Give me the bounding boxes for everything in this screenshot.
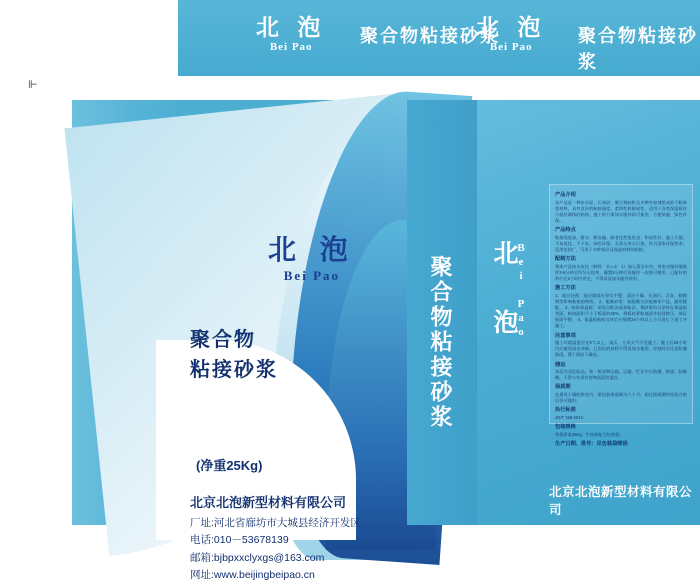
info-heading: 保质期: [555, 384, 571, 391]
info-heading: 执行标准: [555, 407, 576, 414]
info-body: 粘接强度高，耐水、耐冻融、耐老化性能优良；和易性好，施工方便，不易流挂、不下坠；绿色环保，无毒无害无污染，符合国家环保要求；适用范围广，可用于多种基层及保温材料的粘接。: [555, 234, 687, 253]
back-panel-logo-cn: 北 泡: [490, 240, 518, 342]
back-panel: [477, 100, 700, 525]
ruler-mark: ⊩: [28, 79, 39, 91]
info-body: 本品为非危险品，按一般货物运输。运输、贮存中应防潮、防雨、防曝晒，不得与有毒有害物质混装混存。: [555, 369, 687, 381]
flap-logo-left: [256, 16, 326, 53]
second-side-panel: [407, 100, 477, 525]
company-website: 网址:www.beijingbeipao.cn: [190, 568, 315, 581]
front-panel-net-weight: (净重25Kg): [196, 458, 263, 473]
info-body: JG/T 158-2013: [555, 415, 583, 421]
info-body: 本产品是一种由水泥、石英砂、聚合物胶粉及多种外加剂组成的干粉砂浆材料，具有良好的粘接强度、柔韧性和耐候性，适用于各类保温板材与基层墙体的粘接。施工时只需加水搅拌即可使用，方便快捷，绿色环保。: [555, 199, 687, 224]
flap-logo-cn-left: 北 泡: [256, 14, 327, 40]
info-heading: 包装规格: [555, 424, 576, 431]
front-panel-logo: [268, 236, 356, 282]
info-heading: 配制方法: [555, 256, 576, 263]
info-body: 将本产品按水灰比（粉料：水＝4：1）加入清洁水中，用电动搅拌器搅拌3-5分钟至均匀无结块，静置5分钟后再搅拌一次即可使用。已配好的料应在2小时内用完，不得再次加水搅拌使用。: [555, 263, 687, 282]
front-panel-contact-block: [190, 515, 361, 584]
product-title-line-2: 粘接砂浆: [190, 359, 278, 381]
front-panel-logo-cn: 北 泡: [268, 234, 356, 265]
flap-logo-cn-right: 北 泡: [476, 14, 547, 40]
flap-logo-en-right: Bei Pao: [489, 41, 533, 53]
info-heading: 注意事项: [555, 332, 576, 339]
front-panel: [176, 100, 407, 581]
info-body: 在通风干燥的库房内，原包装保质期为六个月。超过保质期经检验合格后仍可使用。: [555, 392, 687, 404]
second-side-panel-product-title: 聚合物粘接砂浆: [428, 255, 453, 430]
flap-title-right: 聚合物粘接砂浆: [578, 26, 698, 72]
flap-logo-en-left: Bei Pao: [269, 41, 313, 53]
back-panel-logo: [491, 240, 516, 346]
company-email: 邮箱:bjbpxxclyxgs@163.com: [190, 551, 325, 564]
info-heading: 施工方法: [555, 285, 576, 292]
front-panel-company-name: 北京北泡新型材料有限公司: [190, 495, 347, 510]
company-address: 厂址:河北省廊坊市大城县经济开发区: [190, 517, 361, 529]
info-body: 1、基层处理：基层墙面应坚实平整、清洁干燥，无油污、浮灰、脱模剂等影响粘接的物质。 2、配制砂浆：按配制方法配制本产品，随用随配。 3、粘贴保温板：采用点框法或条粘法，将砂浆均匀涂抹在保温板背面，粘接面积不小于板面的40%，将板材紧贴墙面并轻揉挤压，保证板面平整。 4、保温板粘贴完毕后应静置24小时以上方可进行下道工序施工。: [555, 292, 687, 329]
top-flap-panel: [178, 0, 700, 76]
info-body: 每袋净重25Kg，牛皮纸复合包装袋。: [555, 432, 624, 437]
front-panel-logo-en: Bei Pao: [283, 268, 341, 283]
info-heading: 生产日期、批号：见包装袋喷码: [555, 441, 628, 448]
info-heading: 储运: [555, 361, 566, 368]
front-panel-product-title: [190, 325, 278, 385]
company-phone: 电话:010－53678139: [190, 534, 289, 547]
info-heading: 产品特点: [555, 227, 576, 234]
product-info-box: [549, 184, 693, 448]
flap-title-left: 聚合物粘接砂浆: [360, 26, 500, 46]
back-panel-logo-en: Bei Pao: [515, 242, 527, 340]
product-title-line-1: 聚合物: [190, 329, 256, 351]
back-panel-company-name: 北京北泡新型材料有限公司: [549, 485, 693, 517]
info-heading: 产品介绍: [555, 192, 576, 198]
info-body: 施工环境温度应在5℃以上，雨天、大风天气不宜施工。施工后24小时内应避免雨水冲刷。已固化的材料不得再加水使用。存放时应注意防潮防雨，置于阴凉干燥处。: [555, 340, 687, 358]
flap-logo-right: [476, 16, 546, 53]
